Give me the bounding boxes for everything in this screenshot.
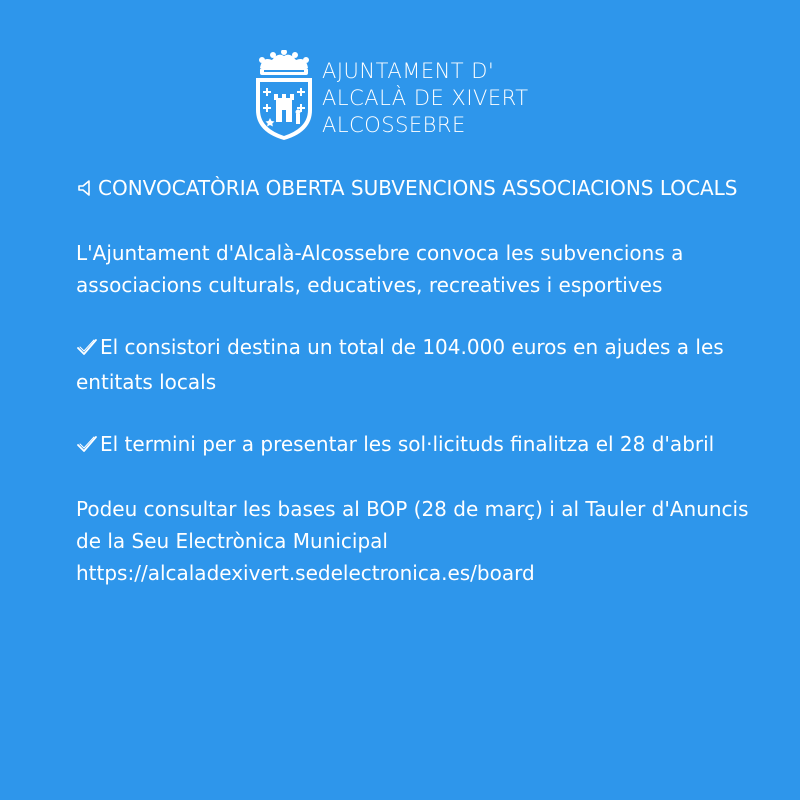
- consult-text: Podeu consultar les bases al BOP (28 de març) i al Tauler d'Anuncis de la Seu Electrònica Municipal: [76, 497, 749, 553]
- point-funding-text: El consistori destina un total de 104.000 euros en ajudes a les entitats locals: [76, 335, 724, 394]
- logo-header: [252, 50, 572, 145]
- point-deadline-text: El termini per a presentar les sol·licituds finalitza el 28 d'abril: [100, 432, 715, 456]
- point-deadline: [76, 428, 756, 463]
- brand-line-1: AJUNTAMENT D': [322, 59, 495, 83]
- consult-paragraph: [76, 493, 756, 589]
- post-body: [76, 172, 756, 619]
- brand-line-2: ALCALÀ DE XIVERT: [322, 86, 529, 110]
- headline: [76, 172, 756, 207]
- municipality-name: [322, 58, 529, 139]
- check-mark-icon: [76, 334, 98, 366]
- point-funding: [76, 331, 756, 398]
- check-mark-icon: [76, 431, 98, 463]
- headline-text: CONVOCATÒRIA OBERTA SUBVENCIONS ASSOCIACIONS LOCALS: [98, 176, 738, 200]
- municipal-crest-icon: [252, 50, 316, 142]
- board-link[interactable]: https://alcaladexivert.sedelectronica.es/board: [76, 561, 535, 585]
- megaphone-icon: [76, 175, 96, 207]
- brand-line-3: ALCOSSEBRE: [322, 113, 466, 137]
- intro-paragraph: L'Ajuntament d'Alcalà-Alcossebre convoca les subvencions a associacions culturals, educatives, recreatives i esportives: [76, 241, 684, 297]
